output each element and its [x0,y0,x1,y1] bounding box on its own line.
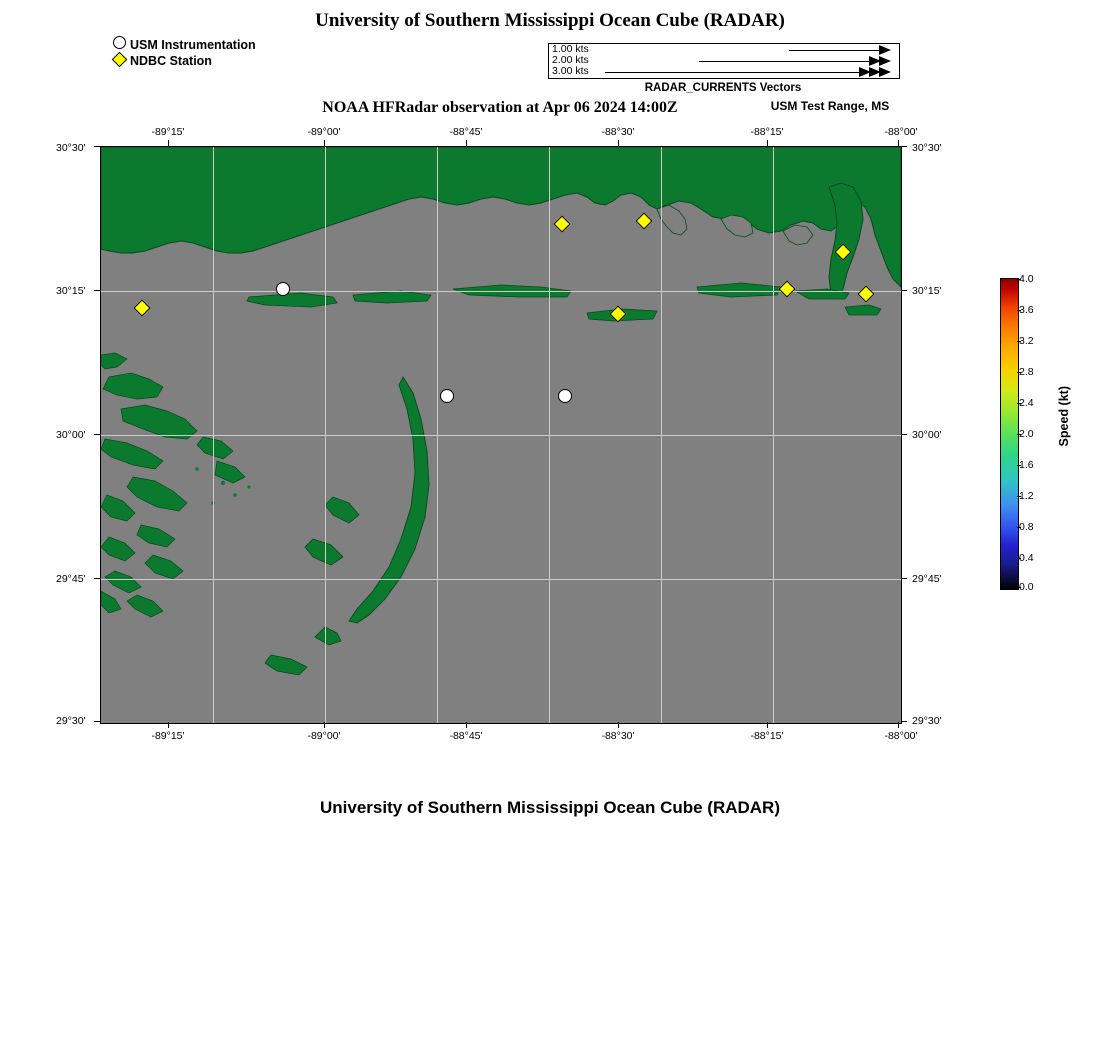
footer-title: University of Southern Mississippi Ocean Cube (RADAR) [319,798,780,817]
vector-scale-label-3: 3.00 kts [552,65,589,77]
usm-station-2[interactable] [440,389,454,403]
vector-scale-label-1: 1.00 kts [552,43,589,55]
tick-left [94,146,100,147]
colorbar-tick-label-5: 2.0 [1019,428,1034,440]
y-tick-left-0: 30°30' [56,142,86,154]
tick-left [94,721,100,722]
vector-scale-row-2 [549,56,899,67]
vector-scale-label-2: 2.00 kts [552,54,589,66]
map-canvas[interactable] [100,146,902,724]
tick-right [901,146,907,147]
vector-legend-caption: RADAR_CURRENTS Vectors [644,82,802,94]
legend-item-ndbc [110,54,256,68]
marsh-dot [221,481,225,485]
barrier-island-2 [353,291,431,303]
tick-bottom [767,722,768,728]
x-tick-top-2: -88°45' [449,126,483,138]
tick-bottom [898,722,899,728]
x-tick-bottom-5: -88°00' [884,730,918,742]
tick-left [94,578,100,579]
chandeleur-south-1 [325,497,359,523]
tick-right [901,721,907,722]
y-tick-right-1: 30°15' [912,285,942,297]
barrier-island-5 [697,283,781,297]
legend-item-usm [110,38,256,52]
colorbar-tick-label-0: 4.0 [1019,273,1034,285]
x-tick-bottom-3: -88°30' [601,730,635,742]
tick-bottom [168,722,169,728]
tick-top [168,140,169,146]
tick-bottom [618,722,619,728]
vector-scale-row-1 [549,45,899,56]
barrier-island-1 [247,293,337,307]
colorbar-tick-label-4: 2.4 [1019,397,1034,409]
chandeleur-islands [349,377,429,623]
x-tick-top-5: -88°00' [884,126,918,138]
marsh-dot [195,467,199,471]
tick-right [901,434,907,435]
eastern-land [829,183,863,299]
bay-inlet-3 [783,225,813,245]
page-title: University of Southern Mississippi Ocean Cube (RADAR) [315,10,785,31]
vector-scale-legend [548,43,900,79]
y-tick-right-2: 30°00' [912,429,942,441]
vector-arrowhead-3c [859,67,871,77]
marsh-dot [233,493,237,497]
tick-top [466,140,467,146]
x-tick-top-4: -88°15' [750,126,784,138]
range-label: USM Test Range, MS [770,99,890,113]
diamond-marker-icon [110,52,128,70]
y-tick-left-4: 29°30' [56,715,86,727]
chandeleur-south-3 [265,655,307,675]
y-tick-left-1: 30°15' [56,285,86,297]
vector-scale-row-3 [549,67,899,78]
colorbar-tick-label-9: 0.4 [1019,552,1034,564]
y-tick-right-4: 29°30' [912,715,942,727]
usm-station-3[interactable] [558,389,572,403]
tick-left [94,434,100,435]
tick-top [767,140,768,146]
colorbar-tick-label-3: 2.8 [1019,366,1034,378]
legend-label-ndbc: NDBC Station [130,54,212,68]
y-tick-left-3: 29°45' [56,573,86,585]
tick-left [94,290,100,291]
tick-bottom [466,722,467,728]
tick-top [898,140,899,146]
chandeleur-south-2 [305,539,343,565]
tick-right [901,290,907,291]
gridline-lat-29-45 [101,579,901,580]
x-tick-bottom-4: -88°15' [750,730,784,742]
barrier-island-7 [845,305,881,315]
tick-bottom [324,722,325,728]
tick-right [901,578,907,579]
marsh-dot [247,485,250,488]
tick-top [618,140,619,146]
observation-title: NOAA HFRadar observation at Apr 06 2024 14:00Z [322,99,678,116]
y-tick-right-0: 30°30' [912,142,942,154]
colorbar-title: Speed (kt) [1057,386,1071,447]
x-tick-bottom-0: -89°15' [151,730,185,742]
mainland-land [101,147,901,287]
y-tick-right-3: 29°45' [912,573,942,585]
chandeleur-south-4 [315,627,341,645]
colorbar-tick-label-1: 3.6 [1019,304,1034,316]
x-tick-top-3: -88°30' [601,126,635,138]
colorbar-tick-label-8: 0.8 [1019,521,1034,533]
x-tick-bottom-1: -89°00' [307,730,341,742]
colorbar-tick-label-7: 1.2 [1019,490,1034,502]
usm-station-1[interactable] [276,282,290,296]
tick-top [324,140,325,146]
x-tick-bottom-2: -88°45' [449,730,483,742]
vector-arrowhead-2b [869,56,881,66]
x-tick-top-0: -89°15' [151,126,185,138]
colorbar-tick-label-10: 0.0 [1019,581,1034,593]
y-tick-left-2: 30°00' [56,429,86,441]
vector-line-2 [699,61,881,62]
symbol-legend [110,38,256,70]
vector-line-3 [605,72,881,73]
vector-line-1 [789,50,881,51]
colorbar-tick-label-2: 3.2 [1019,335,1034,347]
vector-arrowhead-1 [879,45,891,55]
legend-label-usm: USM Instrumentation [130,38,256,52]
colorbar-tick-label-6: 1.6 [1019,459,1034,471]
gridline-lat-30-00 [101,435,901,436]
x-tick-top-1: -89°00' [307,126,341,138]
